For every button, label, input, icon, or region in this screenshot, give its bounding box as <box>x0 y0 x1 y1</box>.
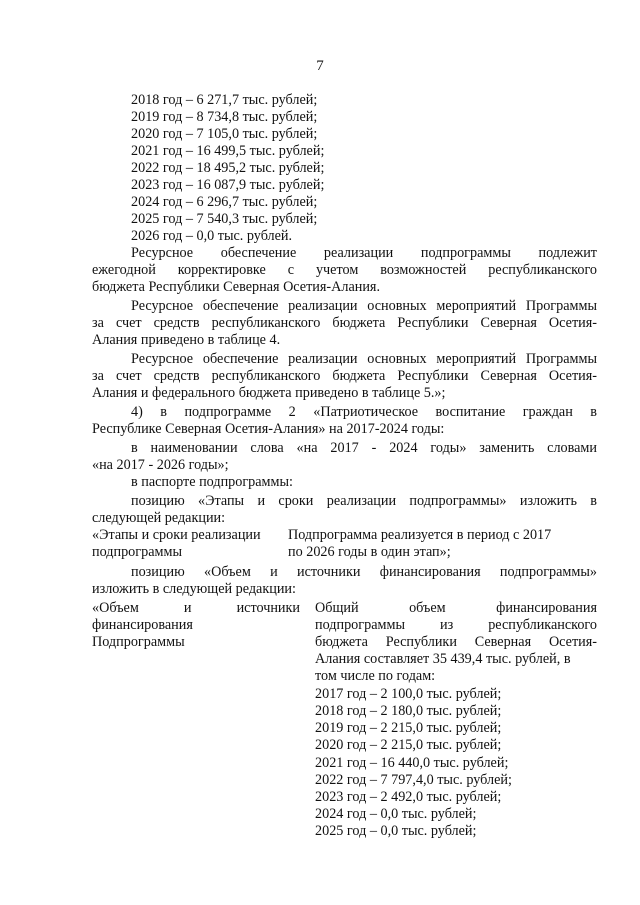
paragraph-line: позицию «Объем и источники финансирования подпрограммы» <box>131 564 597 580</box>
year-line: 2018 год – 6 271,7 тыс. рублей; <box>131 92 318 108</box>
page-number: 7 <box>316 58 324 74</box>
year-line: 2025 год – 7 540,3 тыс. рублей; <box>131 211 318 227</box>
funding-year-line: 2022 год – 7 797,4,0 тыс. рублей; <box>315 772 512 788</box>
paragraph-line: Республике Северная Осетия-Алания» на 2017-2024 годы: <box>92 421 445 437</box>
funding-year-line: 2020 год – 2 215,0 тыс. рублей; <box>315 737 502 753</box>
funding-right-line: том числе по годам: <box>315 668 436 684</box>
stages-left-line: подпрограммы <box>92 544 182 560</box>
paragraph-line: в наименовании слова «на 2017 - 2024 годы» заменить словами <box>131 440 597 456</box>
funding-left-line: «Объем и источники <box>92 600 300 616</box>
year-line: 2020 год – 7 105,0 тыс. рублей; <box>131 126 318 142</box>
paragraph-line: в паспорте подпрограммы: <box>131 474 293 490</box>
paragraph-line: Ресурсное обеспечение реализации основных мероприятий Программы <box>131 351 597 367</box>
paragraph-line: следующей редакции: <box>92 510 226 526</box>
paragraph-line: Алания приведено в таблице 4. <box>92 332 281 348</box>
paragraph-line: позицию «Этапы и сроки реализации подпрограммы» изложить в <box>131 493 597 509</box>
funding-left-line: финансирования <box>92 617 193 633</box>
paragraph-line: изложить в следующей редакции: <box>92 581 296 597</box>
funding-year-line: 2023 год – 2 492,0 тыс. рублей; <box>315 789 502 805</box>
funding-year-line: 2025 год – 0,0 тыс. рублей; <box>315 823 477 839</box>
funding-right-line: подпрограммы из республиканского <box>315 617 597 633</box>
stages-right-line: Подпрограмма реализуется в период с 2017 <box>288 527 552 543</box>
paragraph-line: 4) в подпрограмме 2 «Патриотическое воспитание граждан в <box>131 404 597 420</box>
paragraph-line: ежегодной корректировке с учетом возможностей республиканского <box>92 262 597 278</box>
funding-year-line: 2019 год – 2 215,0 тыс. рублей; <box>315 720 502 736</box>
paragraph-line: за счет средств республиканского бюджета Республики Северная Осетия- <box>92 368 597 384</box>
year-line: 2021 год – 16 499,5 тыс. рублей; <box>131 143 325 159</box>
funding-right-line: Общий объем финансирования <box>315 600 597 616</box>
paragraph-line: Алания и федерального бюджета приведено в таблице 5.»; <box>92 385 446 401</box>
funding-right-line: Алания составляет 35 439,4 тыс. рублей, в <box>315 651 571 667</box>
paragraph-line: за счет средств республиканского бюджета Республики Северная Осетия- <box>92 315 597 331</box>
year-line: 2019 год – 8 734,8 тыс. рублей; <box>131 109 318 125</box>
stages-left-line: «Этапы и сроки реализации <box>92 527 261 543</box>
paragraph-line: Ресурсное обеспечение реализации основных мероприятий Программы <box>131 298 597 314</box>
paragraph-line: бюджета Республики Северная Осетия-Алания. <box>92 279 381 295</box>
funding-year-line: 2018 год – 2 180,0 тыс. рублей; <box>315 703 502 719</box>
funding-year-line: 2024 год – 0,0 тыс. рублей; <box>315 806 477 822</box>
funding-left-line: Подпрограммы <box>92 634 185 650</box>
paragraph-line: «на 2017 - 2026 годы»; <box>92 457 229 473</box>
year-line: 2022 год – 18 495,2 тыс. рублей; <box>131 160 325 176</box>
funding-right-line: бюджета Республики Северная Осетия- <box>315 634 597 650</box>
stages-right-line: по 2026 годы в один этап»; <box>288 544 451 560</box>
year-line: 2026 год – 0,0 тыс. рублей. <box>131 228 293 244</box>
year-line: 2023 год – 16 087,9 тыс. рублей; <box>131 177 325 193</box>
funding-year-line: 2021 год – 16 440,0 тыс. рублей; <box>315 755 509 771</box>
paragraph-line: Ресурсное обеспечение реализации подпрограммы подлежит <box>131 245 597 261</box>
year-line: 2024 год – 6 296,7 тыс. рублей; <box>131 194 318 210</box>
funding-year-line: 2017 год – 2 100,0 тыс. рублей; <box>315 686 502 702</box>
